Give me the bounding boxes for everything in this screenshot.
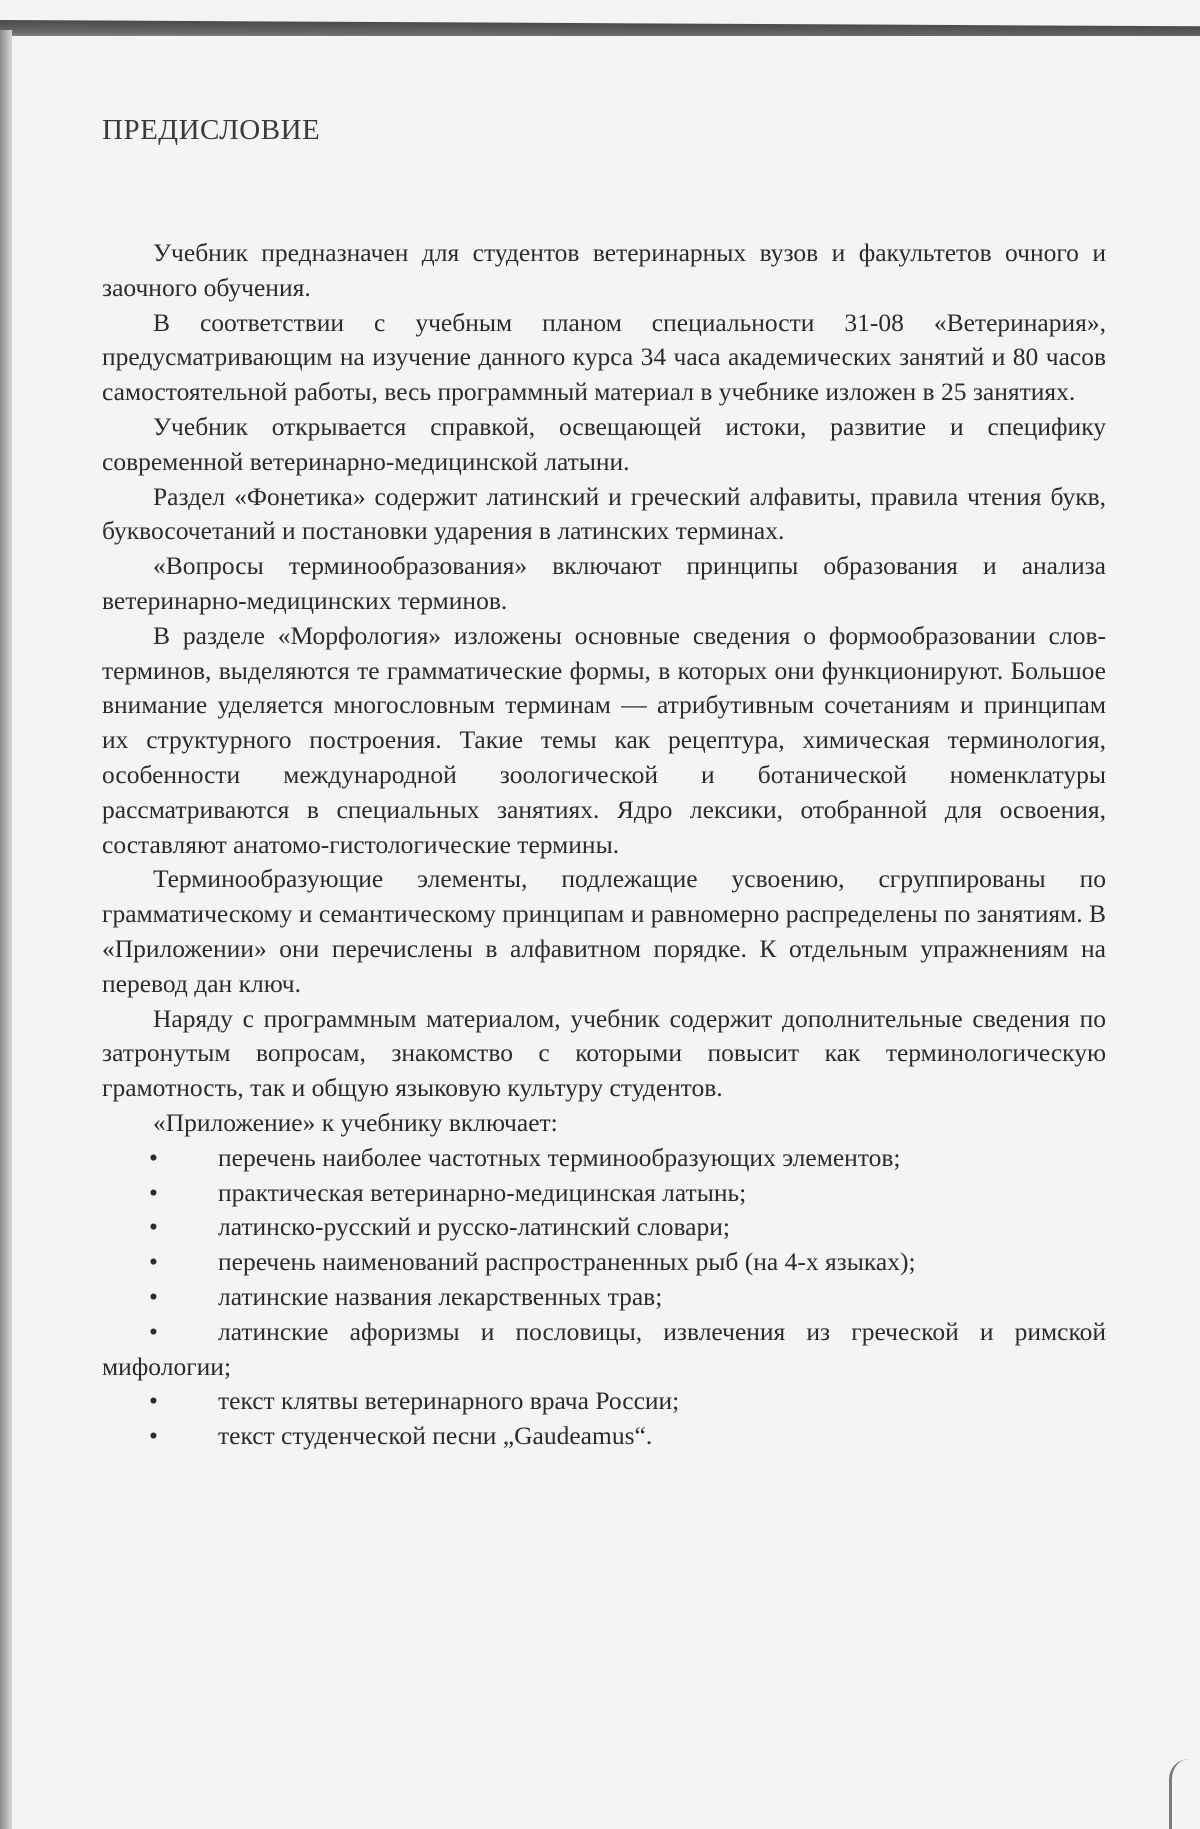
appendix-list — [102, 1141, 1106, 1454]
list-item — [102, 1419, 1106, 1454]
list-item-text: перечень наименований распространенных рыб (на 4-х языках); — [218, 1247, 916, 1277]
page-curl-mark — [1169, 1759, 1190, 1829]
page-body — [102, 236, 1106, 1454]
bullet-marker: • — [149, 1212, 158, 1242]
paragraph: Раздел «Фонетика» содержит латинский и греческий алфавиты, правила чтения букв, буквосочетаний и постановки ударения в латинских терминах. — [102, 481, 1106, 546]
list-item — [102, 1384, 1106, 1419]
bullet-marker: • — [149, 1142, 158, 1172]
bullet-marker: • — [149, 1421, 158, 1451]
list-item-text: латинско-русский и русско-латинский словари; — [218, 1212, 730, 1242]
list-item-text: латинские названия лекарственных трав; — [218, 1281, 663, 1311]
paragraph: Наряду с программным материалом, учебник содержит дополнительные сведения по затронутым вопросам, знакомство с которыми повысит как терминологическую грамотность, так и общую языковую культуру студентов. — [102, 1003, 1106, 1103]
list-item-text: перечень наиболее частотных терминообразующих элементов; — [218, 1142, 901, 1172]
paragraph: В разделе «Морфология» изложены основные сведения о формообразовании слов-терминов, выделяются те грамматические формы, в которых они функционируют. Большое внимание уделяется многословным терминам — атрибутивным сочетаниям и принципам их структурного построения. Такие темы как рецептура, химическая терминология, особенности международной зоологической и ботанической номенклатуры рассматриваются в специальных занятиях. Ядро лексики, отобранной для освоения, составляют анатомо-гистологические термины. — [102, 620, 1106, 859]
paragraph: Учебник предназначен для студентов ветеринарных вузов и факультетов очного и заочного обучения. — [102, 238, 1106, 302]
scan-shadow-left — [0, 30, 12, 1829]
bullet-marker: • — [149, 1247, 158, 1277]
bullet-marker: • — [149, 1316, 158, 1346]
list-item-text: текст студенческой песни „Gaudeamus“. — [218, 1421, 653, 1451]
paragraph: В соответствии с учебным планом специальности 31-08 «Ветеринария», предусматривающим на изучение данного курса 34 часа академических занятий и 80 часов самостоятельной работы, весь программный материал в учебнике изложен в 25 занятиях. — [102, 307, 1106, 407]
list-item-text: практическая ветеринарно-медицинская латынь; — [218, 1177, 747, 1207]
bullet-marker: • — [149, 1281, 158, 1311]
paragraph-appendix-intro: «Приложение» к учебнику включает: — [153, 1107, 558, 1137]
bullet-marker: • — [149, 1177, 158, 1207]
bullet-marker: • — [149, 1386, 158, 1416]
list-item — [102, 1176, 1106, 1211]
list-item — [102, 1245, 1106, 1280]
list-item — [102, 1210, 1106, 1245]
list-item-text: текст клятвы ветеринарного врача России; — [218, 1386, 680, 1416]
list-item — [102, 1315, 1106, 1385]
page-heading: ПРЕДИСЛОВИЕ — [102, 114, 321, 146]
list-item — [102, 1141, 1106, 1176]
paragraph: Терминообразующие элементы, подлежащие усвоению, сгруппированы по грамматическому и семантическому принципам и равномерно распределены по занятиям. В «Приложении» они перечислены в алфавитном порядке. К отдельным упражнениям на перевод дан ключ. — [102, 864, 1106, 998]
list-item — [102, 1280, 1106, 1315]
paragraph: Учебник открывается справкой, освещающей истоки, развитие и специфику современной ветеринарно-медицинской латыни. — [102, 411, 1106, 476]
list-item-text: латинские афоризмы и пословицы, извлечения из греческой и римской мифологии; — [102, 1316, 1106, 1381]
paragraph: «Вопросы терминообразования» включают принципы образования и анализа ветеринарно-медицинских терминов. — [102, 551, 1106, 615]
